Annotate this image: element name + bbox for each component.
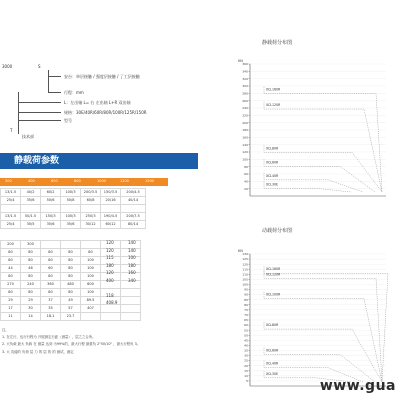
section-title: 静载荷参数 — [14, 156, 60, 166]
series-label: XCL160R — [266, 267, 281, 272]
spec-upper-cell: 200/7.5 — [121, 213, 146, 221]
legend-line-6: 技术部 — [22, 134, 34, 139]
series-curve — [264, 322, 382, 382]
series-curve — [264, 271, 382, 382]
y-tick-label: 300 — [242, 84, 248, 89]
spec-lower-cell: 600 — [81, 281, 101, 289]
spec-lower-cell: 80 — [21, 273, 41, 281]
lower-right-value: 115 — [106, 255, 114, 260]
y-axis-label: KN — [238, 249, 243, 253]
legend-line-3: L：左出轴 L= 右 左出轴 L+R 双出轴 — [64, 100, 131, 105]
spec-lower-cell: 80 — [41, 273, 61, 281]
spec-header-300: 300 — [5, 179, 12, 183]
series-label: XCL30E — [266, 371, 279, 376]
spec-upper-cell: 50/8 — [61, 197, 81, 205]
series-curve — [264, 173, 363, 192]
y-tick-label: 55 — [244, 328, 248, 333]
lower-right-value: 180 — [128, 262, 136, 268]
spec-lower-cell: 80 — [21, 289, 41, 297]
y-tick-label: 75 — [244, 307, 248, 312]
static-load-chart — [236, 56, 396, 206]
spec-upper-cell — [121, 205, 146, 213]
y-tick-label: 35 — [244, 348, 248, 353]
spec-upper-cell: 60/2 — [41, 189, 61, 197]
spec-lower-cell: 80 — [61, 257, 81, 265]
spec-upper-cell — [21, 205, 41, 213]
spec-lower-cell: 100 — [81, 273, 101, 281]
spec-upper-cell: 60/12 — [101, 221, 121, 229]
y-tick-label: 45 — [244, 338, 248, 343]
series-label: XCL80R — [266, 323, 279, 328]
series-curve — [264, 87, 382, 192]
dynamic-chart-title: 动载荷分布图 — [262, 228, 293, 234]
lower-right-value: 140 — [128, 240, 136, 245]
y-tick-label: 340 — [242, 69, 248, 74]
spec-upper-row — [1, 189, 146, 197]
footnote-0: 注， — [2, 328, 9, 332]
spec-lower-cell: 11 — [1, 313, 21, 321]
y-tick-label: 65 — [244, 318, 248, 323]
spec-lower-cell: 17 — [1, 305, 21, 313]
spec-upper-row — [1, 213, 146, 221]
spec-header-1000: 1000 — [97, 179, 106, 183]
static-chart-title: 静载荷分布图 — [262, 40, 293, 46]
y-tick-label: 130 — [242, 252, 248, 257]
y-tick-label: 140 — [242, 142, 248, 147]
y-tick-label: 80 — [244, 164, 248, 169]
model-code-suffix: S — [38, 64, 41, 69]
spec-lower-cell: 23.7 — [61, 313, 81, 321]
footnote-1: 1. 在左行，也行行程为 开展测定行距（测量），层之之合所。 — [2, 335, 96, 339]
spec-lower-cell: 80 — [1, 273, 21, 281]
y-tick-label: 95 — [244, 287, 248, 292]
spec-lower-cell: 80 — [61, 289, 81, 297]
spec-upper-cell: 30/12 — [81, 221, 101, 229]
model-code-fragment: 3000 — [2, 64, 13, 69]
spec-lower-cell: 14 — [21, 313, 41, 321]
spec-lower-cell — [101, 313, 121, 321]
spec-lower-cell — [61, 241, 81, 249]
y-tick-label: 90 — [244, 292, 248, 297]
spec-upper-cell: 150/3 — [41, 213, 61, 221]
spec-lower-cell: 270 — [1, 281, 21, 289]
spec-lower-cell: 80 — [1, 249, 21, 257]
y-tick-label: 40 — [244, 343, 248, 348]
lower-right-value: 120 — [106, 270, 114, 275]
spec-upper-cell: 35/6 — [41, 221, 61, 229]
y-tick-label: 220 — [242, 113, 248, 118]
spec-upper-cell: 13/1.5 — [1, 213, 21, 221]
series-curve — [264, 145, 382, 192]
spec-upper-cell: 40/14 — [121, 197, 146, 205]
y-tick-label: 240 — [242, 106, 248, 111]
spec-lower-cell: 200 — [1, 241, 21, 249]
y-tick-label: 60 — [244, 323, 248, 328]
y-tick-label: 15 — [244, 368, 248, 373]
spec-lower-cell: 80 — [61, 273, 81, 281]
footnotes — [0, 328, 200, 368]
spec-upper-cell: 80/14 — [121, 221, 146, 229]
y-tick-label: 115 — [242, 267, 248, 272]
spec-upper-cell: 50/1.5 — [21, 213, 41, 221]
spec-upper-cell: 200/4.5 — [121, 189, 146, 197]
spec-upper-cell: 100/3 — [61, 213, 81, 221]
y-tick-label: 125 — [242, 257, 248, 262]
y-tick-label: 200 — [242, 120, 248, 125]
lower-right-value: 408.9 — [106, 300, 118, 305]
watermark-text: www.gua — [319, 378, 396, 394]
spec-upper-cell — [1, 205, 21, 213]
spec-header-400: 400 — [28, 179, 35, 183]
spec-lower-cell: 30 — [21, 305, 41, 313]
spec-lower-cell: 18.1 — [41, 313, 61, 321]
y-tick-label: 110 — [242, 272, 248, 277]
section-banner — [0, 153, 198, 169]
spec-upper-cell — [41, 205, 61, 213]
spec-lower-cell: 80 — [21, 249, 41, 257]
y-tick-label: 20 — [244, 363, 248, 368]
series-label: XCL120R — [266, 103, 281, 108]
spec-lower-cell: 100 — [81, 257, 101, 265]
y-axis-label: KN — [238, 59, 243, 63]
series-label: XCL60R — [266, 348, 279, 353]
spec-upper-cell: 190/4.5 — [101, 213, 121, 221]
y-tick-label: 360 — [242, 62, 248, 67]
lower-right-value: 100 — [128, 255, 136, 260]
spec-lower-cell: 29 — [21, 297, 41, 305]
spec-lower-cell: 49 — [61, 297, 81, 305]
lower-right-value: 340 — [128, 277, 136, 283]
y-tick-label: 160 — [242, 135, 248, 140]
dynamic-load-chart — [236, 246, 396, 396]
spec-lower-cell: 46 — [21, 265, 41, 273]
spec-upper-cell: 150/3.5 — [101, 189, 121, 197]
spec-upper-cell: 250/3 — [81, 213, 101, 221]
spec-lower-cell: 407 — [81, 305, 101, 313]
footnote-3: 3. 大 功能的 负荷 层 力 的 层 的 的 测试，测定 — [2, 350, 74, 354]
lower-right-value: 140 — [128, 247, 136, 253]
y-tick-label: 120 — [242, 262, 248, 267]
y-tick-label: 25 — [244, 358, 248, 363]
lower-right-value: 120 — [106, 247, 114, 253]
legend-line-5: 型号 — [64, 118, 72, 123]
spec-lower-cell: 80 — [1, 257, 21, 265]
series-label: XCL100R — [266, 292, 281, 297]
spec-table-upper — [0, 188, 146, 229]
footnote-2: 2. 大负载 最大 负载 在 测量 达到 为99%的，最大行程 最重负 2"50/10" ，最大行程负 3。 — [2, 342, 141, 346]
y-tick-label: 60 — [244, 172, 248, 177]
y-tick-label: 260 — [242, 98, 248, 103]
series-label: XCL60R — [266, 160, 279, 165]
spec-upper-cell: 50/6 — [41, 197, 61, 205]
spec-upper-cell: 25/4 — [1, 221, 21, 229]
y-tick-label: 105 — [242, 277, 248, 282]
spec-lower-cell: 89.5 — [81, 297, 101, 305]
series-curve — [264, 292, 382, 382]
series-label: XCL30E — [266, 182, 279, 187]
legend-line-2: 行程：mm — [64, 90, 84, 95]
spec-lower-cell: 29 — [1, 297, 21, 305]
spec-lower-cell: 80 — [1, 289, 21, 297]
spec-header-1500: 1500 — [145, 179, 154, 183]
spec-lower-cell: 480 — [61, 281, 81, 289]
spec-lower-cell: 37 — [41, 297, 61, 305]
legend-line-4: 规格：30E/40R/60R/80R/100R/125R/150R — [64, 110, 147, 115]
spec-lower-cell — [121, 313, 141, 321]
lower-right-value: 160 — [128, 270, 136, 275]
spec-upper-cell: 25/4 — [1, 197, 21, 205]
legend-line-1: 安台：单层接触 / 强度层接触 / 了工层接触 — [64, 74, 140, 79]
series-label: XCL120R — [266, 272, 281, 277]
spec-lower-cell — [81, 313, 101, 321]
y-tick-label: 320 — [242, 76, 248, 81]
y-tick-label: 40 — [244, 179, 248, 184]
spec-lower-cell: 35 — [41, 305, 61, 313]
spec-upper-cell — [81, 205, 101, 213]
spec-header-600: 600 — [51, 179, 58, 183]
spec-upper-cell: 20/16 — [101, 197, 121, 205]
y-tick-label: 5 — [246, 379, 248, 384]
series-label: XCL40R — [266, 361, 279, 366]
spec-lower-cell: 80 — [61, 249, 81, 257]
spec-lower-cell: 44 — [1, 265, 21, 273]
spec-lower-cell: 80 — [81, 249, 101, 257]
spec-lower-cell: 80 — [41, 249, 61, 257]
spec-upper-cell — [101, 205, 121, 213]
spec-upper-cell: 35/6 — [61, 221, 81, 229]
lower-right-value: 180 — [106, 262, 114, 268]
spec-header-800: 800 — [74, 179, 81, 183]
spec-upper-cell: 35/6 — [21, 197, 41, 205]
spec-lower-cell: 80 — [41, 289, 61, 297]
spec-lower-cell — [41, 241, 61, 249]
quote-mark: T — [10, 128, 13, 133]
spec-lower-cell: 100 — [81, 289, 101, 297]
spec-lower-row — [1, 313, 141, 321]
y-tick-label: 100 — [242, 282, 248, 287]
spec-upper-cell: 13/1.5 — [1, 189, 21, 197]
spec-lower-cell: 60 — [41, 265, 61, 273]
spec-upper-row — [1, 221, 146, 229]
series-label: XCL80R — [266, 146, 279, 151]
spec-table-header — [0, 178, 168, 186]
spec-lower-cell: 240 — [21, 281, 41, 289]
y-tick-label: 10 — [244, 373, 248, 378]
lower-right-value: 118 — [106, 292, 114, 298]
spec-lower-cell: 80 — [61, 265, 81, 273]
spec-upper-cell: 60/8 — [81, 197, 101, 205]
spec-lower-cell: 80 — [21, 257, 41, 265]
spec-upper-cell: 40/2 — [21, 189, 41, 197]
y-tick-label: 80 — [244, 302, 248, 307]
y-tick-label: 180 — [242, 128, 248, 133]
y-tick-label: 280 — [242, 91, 248, 96]
lower-right-value: 120 — [106, 240, 114, 245]
spec-upper-row — [1, 197, 146, 205]
series-curve — [264, 159, 375, 192]
y-tick-label: 120 — [242, 150, 248, 155]
spec-upper-cell: 100/3 — [61, 189, 81, 197]
y-tick-label: 20 — [244, 186, 248, 191]
spec-upper-cell: 30/5 — [21, 221, 41, 229]
spec-upper-row — [1, 205, 146, 213]
spec-lower-cell: 360 — [41, 281, 61, 289]
spec-upper-cell — [61, 205, 81, 213]
model-code-block — [0, 40, 200, 150]
series-label: XCL160R — [266, 87, 281, 92]
lower-right-values — [86, 240, 176, 310]
series-label: XCL40R — [266, 173, 279, 178]
y-tick-label: 50 — [244, 333, 248, 338]
spec-lower-cell: 300 — [21, 241, 41, 249]
spec-lower-cell: 80 — [41, 257, 61, 265]
y-tick-label: 100 — [242, 157, 248, 162]
y-tick-label: 70 — [244, 313, 248, 318]
y-tick-label: 85 — [244, 297, 248, 302]
spec-lower-cell: 100 — [81, 265, 101, 273]
spec-upper-cell: 200/3.5 — [81, 189, 101, 197]
series-curve — [264, 347, 375, 382]
lower-right-value: 400 — [106, 277, 114, 283]
series-curve — [264, 102, 382, 192]
spec-lower-cell: 57 — [61, 305, 81, 313]
spec-header-1200: 1200 — [120, 179, 129, 183]
y-tick-label: 30 — [244, 353, 248, 358]
